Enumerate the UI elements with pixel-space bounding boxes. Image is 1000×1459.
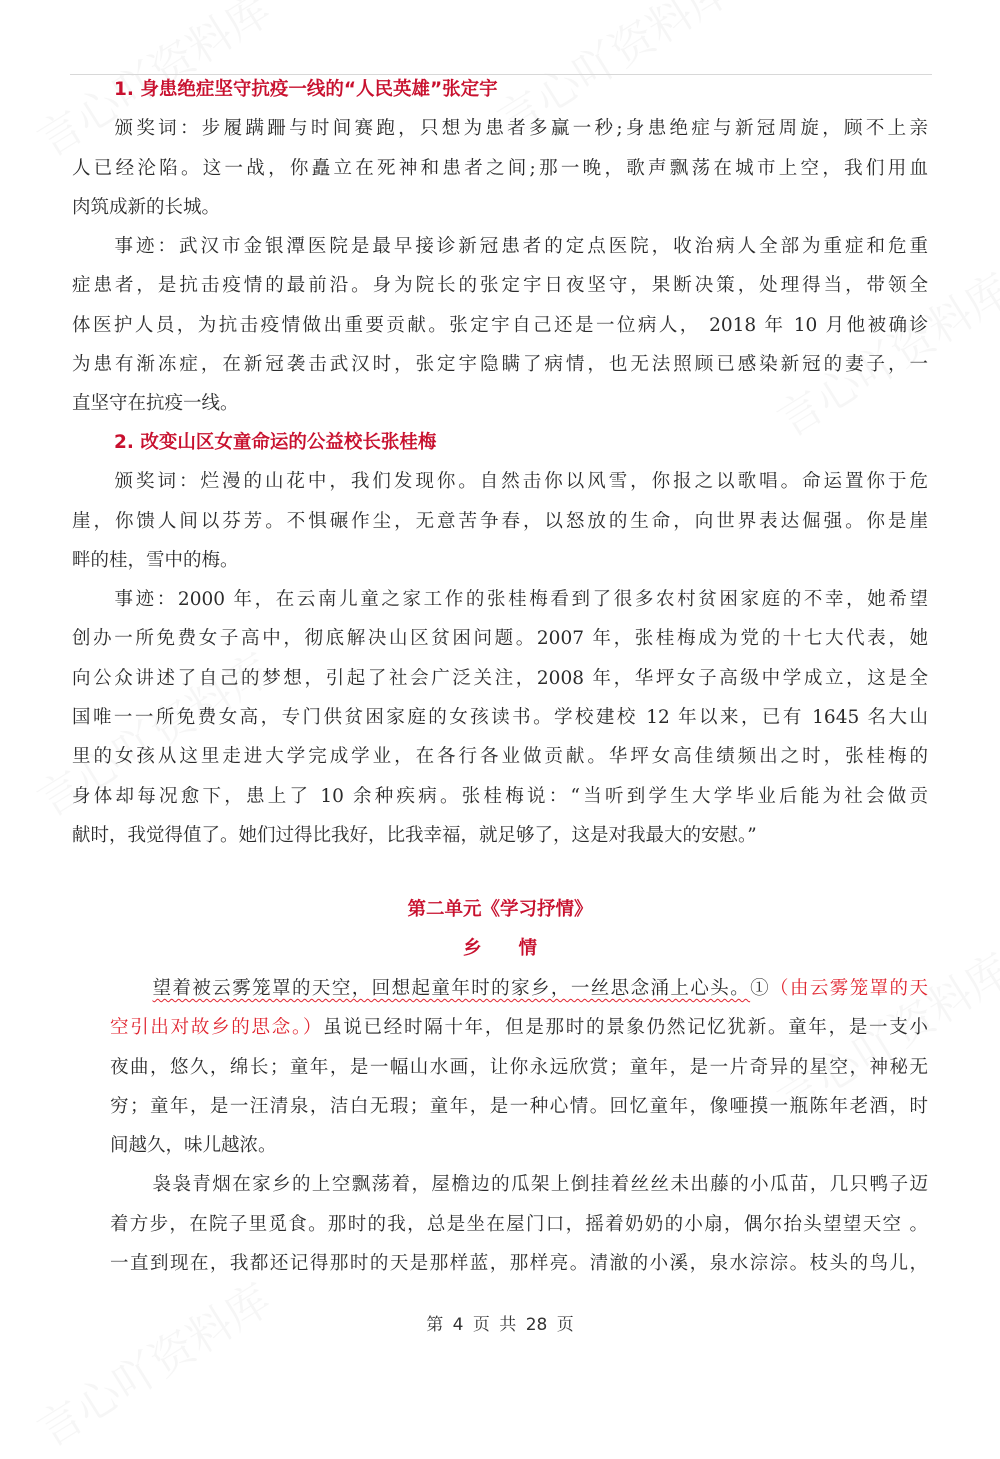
annotation-note: 空引出对故乡的思念。） (110, 1017, 324, 1039)
essay-title: 乡 情 (462, 938, 537, 960)
page-number: 第 4 页 共 28 页 (426, 1315, 574, 1335)
text-line: 里的女孩从这里走进大学完成学业，在各行各业做贡献。华坪女高佳绩频出之时，张桂梅的 (72, 746, 928, 768)
underlined-sentence: 望着被云雾笼罩的天空，回想起童年时的家乡，一丝思念涌上心头。 (152, 978, 751, 999)
section-zhang-guimei (72, 423, 928, 855)
annotation-note: （由云雾笼罩的天 (770, 978, 928, 999)
text-line: 身体却每况愈下，患上了 10 余种疾病。张桂梅说：“当听到学生大学毕业后能为社会做贡 (72, 785, 928, 807)
essay-body (110, 969, 928, 1283)
text-line: 夜曲，悠久，绵长；童年，是一幅山水画，让你永远欣赏；童年，是一片奇异的星空，神秘无 (110, 1056, 928, 1078)
watermark (23, 1265, 281, 1459)
text-line: 献时，我觉得值了。她们过得比我好，比我幸福，就足够了，这是对我最大的安慰。” (72, 824, 757, 846)
text-line: 肉筑成新的长城。 (72, 196, 221, 218)
unit-title: 第二单元《学习抒情》 (407, 899, 593, 920)
text-line: 症患者，是抗击疫情的最前沿。身为院长的张定宇日夜坚守，果断决策，处理得当，带领全 (72, 275, 928, 297)
text-line: 颁奖词：步履蹒跚与时间赛跑，只想为患者多赢一秒;身患绝症与新冠周旋，顾不上亲 (114, 118, 928, 140)
text-line: 国唯一一所免费女高，专门供贫困家庭的女孩读书。学校建校 12 年以来，已有 1645 名大山 (72, 707, 928, 729)
text-line: 直坚守在抗疫一线。 (72, 393, 239, 415)
text-line: 一直到现在，我都还记得那时的天是那样蓝，那样亮。清澈的小溪，泉水淙淙。枝头的鸟儿， (110, 1253, 928, 1275)
text-line: 人已经沦陷。这一战，你矗立在死神和患者之间;那一晚，歌声飘荡在城市上空，我们用血 (72, 157, 928, 179)
section-heading: 1. 身患绝症坚守抗疫一线的“人民英雄”张定宇 (114, 79, 498, 100)
text-line: 畔的桂，雪中的梅。 (72, 549, 239, 571)
text-line: 体医护人员，为抗击疫情做出重要贡献。张定宇自己还是一位病人， 2018 年 10 月他被确诊 (72, 314, 928, 336)
essay-text: 虽说已经时隔十年，但是那时的景象仍然记忆犹新。童年，是一支小 (323, 1017, 928, 1039)
text-line: 颁奖词：烂漫的山花中，我们发现你。自然击你以风雪，你报之以歌唱。命运置你于危 (114, 471, 928, 493)
text-line: 向公众讲述了自己的梦想，引起了社会广泛关注，2008 年，华坪女子高级中学成立，这是全 (72, 667, 928, 689)
text-line: 事迹：2000 年，在云南儿童之家工作的张桂梅看到了很多农村贫困家庭的不幸，她希望 (114, 589, 928, 611)
section-heading: 2. 改变山区女童命运的公益校长张桂梅 (114, 432, 437, 453)
text-line: 创办一所免费女子高中，彻底解决山区贫困问题。2007 年，张桂梅成为党的十七大代表，她 (72, 628, 928, 650)
text-line: 穷；童年，是一汪清泉，洁白无瑕；童年，是一种心情。回忆童年，像唖摸一瓶陈年老酒，时 (110, 1095, 928, 1117)
text-line: 间越久，味儿越浓。 (110, 1135, 277, 1157)
text-line: 崖，你馈人间以芬芳。不惧碾作尘，无意苦争春，以怒放的生命，向世界表达倔强。你是崖 (72, 510, 928, 532)
text-line: 袅袅青烟在家乡的上空飘荡着，屋檐边的瓜架上倒挂着丝丝未出藤的小瓜苗，几只鸭子迈 (152, 1174, 928, 1196)
text-line: 事迹：武汉市金银潭医院是最早接诊新冠患者的定点医院，收治病人全部为重症和危重 (114, 236, 928, 258)
annotation-marker: ① (750, 978, 771, 999)
text-line: 着方步，在院子里觅食。那时的我，总是坐在屋门口，摇着奶奶的小扇，偶尔抬头望望天空 。 (110, 1213, 928, 1235)
essay-line (110, 1008, 928, 1047)
essay-line (110, 969, 928, 1008)
unit-header (0, 890, 1000, 969)
text-line: 为患有渐冻症，在新冠袭击武汉时，张定宇隐瞒了病情，也无法照顾已感染新冠的妻子，一 (72, 354, 928, 376)
section-zhang-dingyu (72, 70, 928, 424)
